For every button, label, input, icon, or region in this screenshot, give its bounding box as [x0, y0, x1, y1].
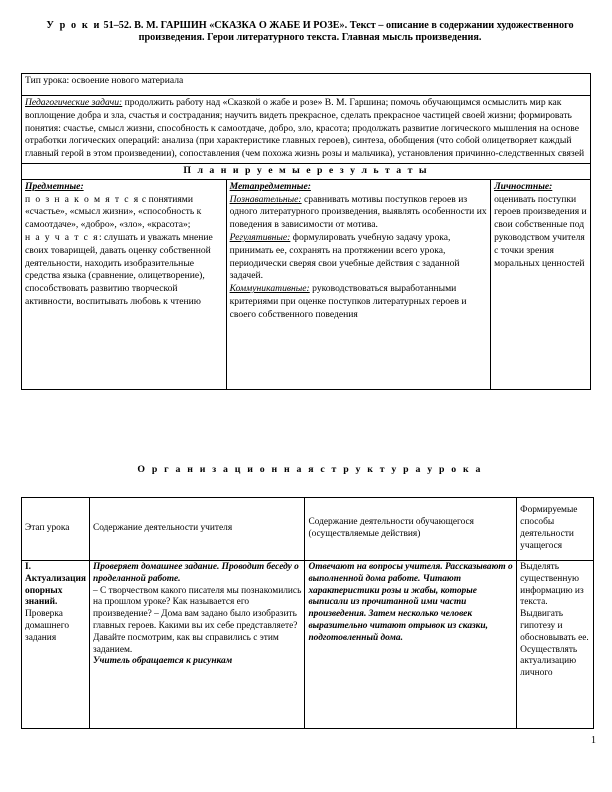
pedagogical-tasks-cell: Педагогические задачи: продолжить работу над «Сказкой о жабе и розе» В. М. Гаршина; помочь обучающимся осмыслить мир как воплощение добра и зла, счастья и сострадания; научить видеть прекрасное, сделать прекрасное частицей своей жизни; формировать понятия: счастье, смысл жизни, способность к самоотдаче, добро, зло, красота; продолжать развитие логического мышления на основе отработки логических операций: анализа (при характеристике главных героев), синтеза, обобщения (что собой олицетворяет каждый главный герой в этом произведении), сопоставления (чем похожа жизнь розы и мальчика), установления причинно-следственных связей [22, 96, 591, 164]
column-header-skills: Формируемые способы деятельности учащегося [517, 498, 594, 561]
column-header-stage: Этап урока [22, 498, 90, 561]
meta-results-cell: Метапредметные: Познавательные: сравнивать мотивы поступков героев из одного литературного произведения, выявлять особенности их поведения в зависимости от мотива. Регулятивные: формулировать учебную задачу урока, принимать ее, сохранять на протяжении всего урока, периодически сверяя свои учебные действия с заданной задачей. Коммуникативные: руководствоваться выработанными критериями при оценке поступков литературных героев и своего собственного поведения [226, 179, 490, 389]
lesson-structure-table [21, 497, 594, 729]
results-heading: П л а н и р у е м ы е р е з у л ь т а т ы [22, 163, 591, 179]
student-activity-cell: Отвечают на вопросы учителя. Рассказывают о выполненной дома работе. Читают характеристики розы и жабы, которые выписали из прочитанной ими части произведения. Затем несколько человек выразительно читают отрывок из сказки, подготовленный дома. [305, 561, 517, 729]
personal-results-cell: Личностные: оценивать поступки героев произведения и свои собственные под руководством учителя с точки зрения моральных ценностей [491, 179, 591, 389]
page-title: У р о к и 51–52. В. М. ГАРШИН «СКАЗКА О ЖАБЕ И РОЗЕ». Текст – описание в содержании художественного произведения. Герои литературного текста. Главная мысль произведения. [46, 20, 574, 44]
column-header-teacher: Содержание деятельности учителя [89, 498, 304, 561]
structure-heading: О р г а н и з а ц и о н н а я с т р у к т у р а у р о к а [137, 464, 483, 475]
skills-cell: Выделять существенную информацию из текста. Выдвигать гипотезу и обосновывать ее. Осуществлять актуализацию личного [517, 561, 594, 729]
lesson-type-cell: Тип урока: освоение нового материала [22, 74, 591, 96]
page-number: 1 [591, 735, 596, 746]
lesson-info-table [21, 73, 591, 390]
column-header-student: Содержание деятельности обучающегося (осуществляемые действия) [305, 498, 517, 561]
subject-results-cell: Предметные: п о з н а к о м я т с я с понятиями «счастье», «смысл жизни», «способность к самоотдаче», «добро», «зло», «красота»; н а у ч а т с я: слушать и уважать мнение своих товарищей, давать оценку собственной деятельности, находить изобразительные средства языка (сравнение, олицетворение), способствовать развитию творческой активности, воспитывать любовь к чтению [22, 179, 227, 389]
stage-cell: I. Актуализация опорных знаний. Проверка домашнего задания [22, 561, 90, 729]
teacher-activity-cell: Проверяет домашнее задание. Проводит беседу о проделанной работе. – С творчеством какого писателя мы познакомились на прошлом уроке? Как называется его произведение? – Дома вам задано было изобразить главных героев. Какими вы их себе представляете? Давайте посмотрим, как вы справились с этим заданием. Учитель обращается к рисункам [89, 561, 304, 729]
